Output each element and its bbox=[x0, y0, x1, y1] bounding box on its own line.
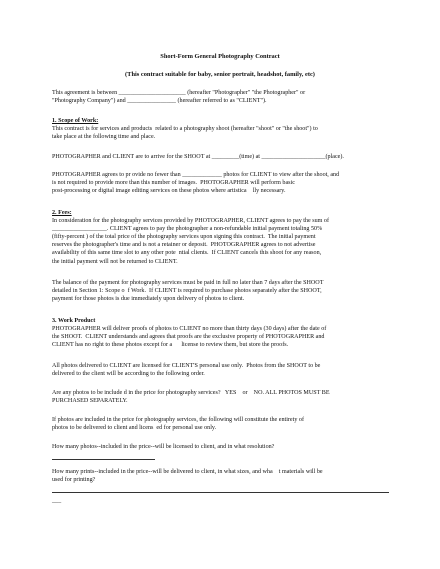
prints-question bbox=[52, 468, 396, 484]
text-line: the SHOOT. CLIENT understands and agrees that proofs are the exclusive property of PHOTOGRAPHER and bbox=[52, 334, 325, 341]
doc-title: Short-Form General Photography Contract bbox=[160, 53, 280, 60]
text-line: If photos are included in the price for photography services, the following will constitute the entirety of bbox=[52, 417, 304, 423]
text-line: The balance of the payment for photography services must be paid in full no later than 7 days after the SHOOT bbox=[52, 280, 324, 286]
text-line: reserves the photographer's time and is not a retainer or deposit. PHOTOGRAPHER agrees to not advertise bbox=[52, 242, 316, 249]
photos-question bbox=[52, 443, 396, 451]
section-heading-fees: 2. Fees: bbox=[52, 210, 72, 216]
text-line: PURCHASED SEPARATELY. bbox=[52, 398, 128, 405]
text-line: How many prints--included in the price--will be delivered to client, in what sizes, and wha t materials will be bbox=[52, 469, 323, 475]
scope-section bbox=[52, 117, 396, 141]
text-line: take place at the following time and place. bbox=[52, 134, 156, 141]
doc-subtitle: (This contract suitable for baby, senior portrait, headshot, family, etc) bbox=[125, 71, 315, 78]
text-line: payment for those photos is due immediately upon delivery of photos to client. bbox=[52, 296, 245, 303]
text-line: This agreement is between ______________________ (hereafter "Photographer" "the Photographer" or bbox=[52, 90, 306, 96]
text-line: used for printing? bbox=[52, 477, 96, 484]
included-question bbox=[52, 389, 396, 405]
text-line: the initial payment will not be returned to CLIENT. bbox=[52, 258, 178, 265]
scope-photo-count bbox=[52, 171, 396, 195]
text-line: post-processing or digital image editing services on these photos where artistica lly necessary. bbox=[52, 188, 286, 195]
answer-line-tail bbox=[52, 497, 396, 505]
text-line: CLIENT has no right to these photos except for a license to review them, but store the proofs. bbox=[52, 342, 289, 349]
license-paragraph bbox=[52, 362, 396, 378]
work-product-section bbox=[52, 317, 396, 349]
section-heading-work-product: 3. Work Product bbox=[52, 318, 96, 324]
intro-paragraph bbox=[52, 89, 396, 105]
section-heading-scope: 1. Scope of Work: bbox=[52, 118, 99, 124]
text-line: How many photos--included in the price--will be licensed to client, and in what resolution? bbox=[52, 444, 275, 450]
text-line: "Photography Company") and ________________ (hereafter referred to as "CLIENT"). bbox=[52, 98, 267, 105]
text-line: photos to be delivered to client and licens ed for personal use only. bbox=[52, 425, 217, 432]
fees-balance bbox=[52, 279, 396, 303]
included-paragraph bbox=[52, 416, 396, 432]
text-line: This contract is for services and products related to a photography shoot (hereafter "shoot" or "the shoot") to bbox=[52, 126, 318, 133]
text-line: All photos delivered to CLIENT are licensed for CLIENT'S personal use only. Photos from the SHOOT to be bbox=[52, 363, 321, 369]
text-line: PHOTOGRAPHER will deliver proofs of photos to CLIENT no more than thirty days (30 days) after the date of bbox=[52, 326, 327, 333]
text-line: (fifty-percent ) of the total price of the photography services upon signing this contract. The initial payment bbox=[52, 234, 316, 241]
scope-time-place bbox=[52, 153, 396, 161]
text-line: __________________. CLIENT agrees to pay the photographer a non-refundable initial payment totaling 50% bbox=[52, 226, 323, 233]
text-line: ___ bbox=[52, 498, 62, 504]
fees-section bbox=[52, 209, 396, 266]
text-line: detailed in Section 1: Scope o f Work. If CLIENT is required to purchase photos separately after the SHOOT, bbox=[52, 288, 322, 295]
text-line: Are any photos to be include d in the price for photography services? YES or NO. ALL PHOTOS MUST BE bbox=[52, 390, 330, 396]
text-line: PHOTOGRAPHER agrees to pr ovide no fewer than _____________ photos for CLIENT to view after the shoot, and bbox=[52, 172, 340, 178]
answer-line bbox=[52, 459, 155, 460]
text-line: is not required to provide more than this number of images. PHOTOGRAPHER will perform basic bbox=[52, 180, 295, 187]
text-line: In consideration for the photography services provided by PHOTOGRAPHER, CLIENT agrees to pay the sum of bbox=[52, 218, 329, 225]
text-line: delivered to the client will be according to the following order. bbox=[52, 371, 205, 378]
text-line: availability of this same time slot to any other pote ntial clients. If CLIENT cancels this shoot for any reason, bbox=[52, 250, 322, 257]
text-line: PHOTOGRAPHER and CLIENT are to arrive for the SHOOT at _________(time) at _____________________(place). bbox=[52, 154, 344, 160]
answer-line bbox=[52, 492, 389, 493]
